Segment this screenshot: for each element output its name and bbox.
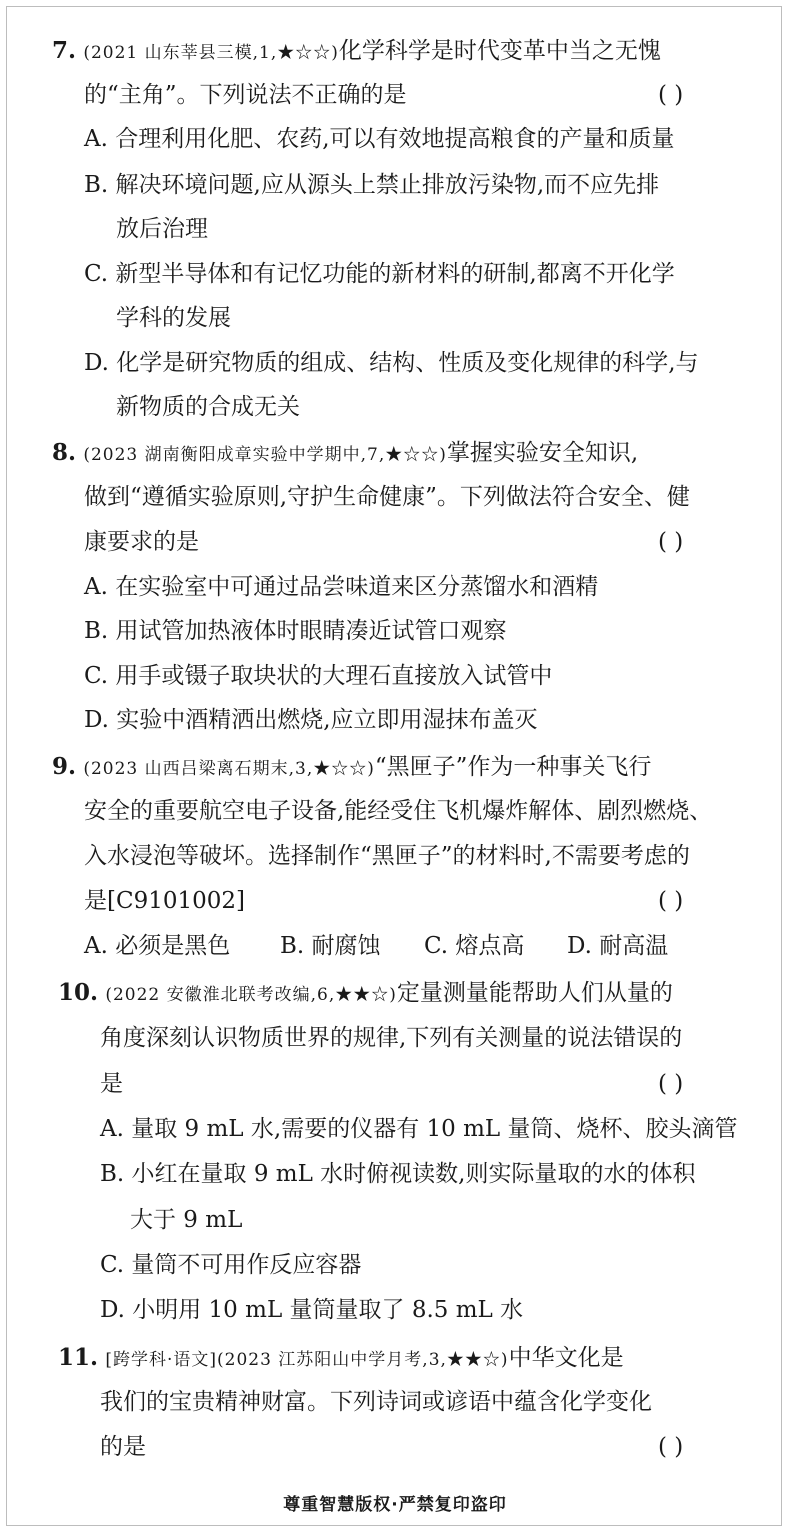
question-number: 8.: [52, 439, 77, 466]
question-10-header: [58, 978, 673, 1010]
option-d: D. 小明用 10 mL 量筒量取了 8.5 mL 水: [100, 1297, 524, 1323]
question-source: (2023 山西吕梁离石期末,3,★☆☆): [83, 759, 375, 779]
subject-tag: [跨学科·语文]: [105, 1350, 217, 1370]
option-d: D. 实验中酒精洒出燃烧,应立即用湿抹布盖灭: [84, 707, 538, 733]
question-number: 9.: [52, 753, 77, 780]
question-stem: 化学科学是时代变革中当之无愧: [338, 38, 661, 64]
option-a: A. 量取 9 mL 水,需要的仪器有 10 mL 量筒、烧杯、胶头滴管: [100, 1116, 738, 1142]
option-b: B. 解决环境问题,应从源头上禁止排放污染物,而不应先排: [84, 172, 660, 198]
question-8-header: [52, 438, 638, 470]
option-d: D. 化学是研究物质的组成、结构、性质及变化规律的科学,与: [84, 350, 699, 376]
question-9-header: [52, 752, 651, 784]
option-d-cont: 新物质的合成无关: [116, 394, 300, 420]
question-stem-line: 入水浸泡等破坏。选择制作“黑匣子”的材料时,不需要考虑的: [84, 843, 690, 869]
question-number: 11.: [58, 1344, 99, 1371]
question-number: 10.: [58, 979, 99, 1006]
answer-bracket: ( ): [658, 1071, 684, 1097]
question-stem-line: 我们的宝贵精神财富。下列诗词或谚语中蕴含化学变化: [100, 1389, 652, 1415]
option-b: B. 小红在量取 9 mL 水时俯视读数,则实际量取的水的体积: [100, 1161, 696, 1187]
option-a: A. 在实验室中可通过品尝味道来区分蒸馏水和酒精: [84, 574, 599, 600]
option-c: C. 量筒不可用作反应容器: [100, 1252, 362, 1278]
question-stem: “黑匣子”作为一种事关飞行: [374, 754, 652, 780]
question-7-header: [52, 36, 661, 68]
question-stem-line: 做到“遵循实验原则,守护生命健康”。下列做法符合安全、健: [84, 484, 690, 510]
option-c: C. 新型半导体和有记忆功能的新材料的研制,都离不开化学: [84, 261, 675, 287]
question-stem-line: 的“主角”。下列说法不正确的是: [84, 82, 407, 108]
option-a: A. 必须是黑色: [84, 933, 231, 959]
answer-bracket: ( ): [658, 529, 684, 555]
answer-bracket: ( ): [658, 1434, 684, 1460]
option-b: B. 耐腐蚀: [280, 933, 381, 959]
question-source: (2022 安徽淮北联考改编,6,★★☆): [105, 985, 397, 1005]
question-stem: 掌握实验安全知识,: [446, 440, 639, 466]
question-stem-line: 是[C9101002]: [84, 888, 245, 914]
question-stem-line: 康要求的是: [84, 529, 199, 555]
option-b-cont: 大于 9 mL: [130, 1207, 243, 1233]
question-stem-line: 安全的重要航空电子设备,能经受住飞机爆炸解体、剧烈燃烧、: [84, 798, 713, 824]
question-stem: 中华文化是: [508, 1345, 624, 1371]
question-source: (2023 湖南衡阳成章实验中学期中,7,★☆☆): [83, 445, 447, 465]
question-number: 7.: [52, 37, 77, 64]
question-11-header: [58, 1343, 624, 1375]
answer-bracket: ( ): [658, 82, 684, 108]
option-b: B. 用试管加热液体时眼睛凑近试管口观察: [84, 618, 507, 644]
option-c-cont: 学科的发展: [116, 305, 231, 331]
option-b-cont: 放后治理: [116, 216, 208, 242]
question-stem-line: 是: [100, 1071, 123, 1097]
option-d: D. 耐高温: [567, 933, 669, 959]
option-a: A. 合理利用化肥、农药,可以有效地提高粮食的产量和质量: [84, 126, 675, 152]
copyright-footer: 尊重智慧版权·严禁复印盗印: [283, 1495, 507, 1515]
option-c: C. 熔点高: [424, 933, 525, 959]
question-stem: 定量测量能帮助人们从量的: [396, 980, 673, 1006]
question-stem-line: 角度深刻认识物质世界的规律,下列有关测量的说法错误的: [100, 1025, 683, 1051]
option-c: C. 用手或镊子取块状的大理石直接放入试管中: [84, 663, 553, 689]
question-source: (2023 江苏阳山中学月考,3,★★☆): [217, 1350, 509, 1370]
answer-bracket: ( ): [658, 888, 684, 914]
question-source: (2021 山东莘县三模,1,★☆☆): [83, 43, 339, 63]
question-stem-line: 的是: [100, 1434, 146, 1460]
